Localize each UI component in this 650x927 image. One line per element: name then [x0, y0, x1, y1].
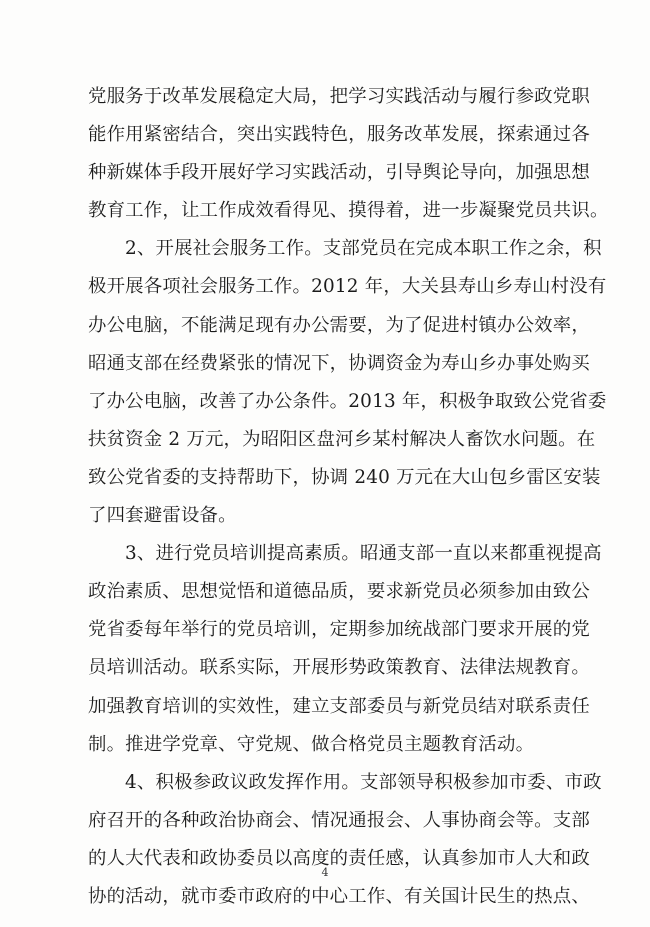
- paragraph-start-line: 3、进行党员培训提高素质。昭通支部一直以来都重视提高: [125, 543, 602, 565]
- paragraph-start-line: 2、开展社会服务工作。支部党员在完成本职工作之余，积: [125, 238, 602, 260]
- text-line: 能作用紧密结合，突出实践特色，服务改革发展，探索通过各: [88, 124, 590, 146]
- text-line: 致公党省委的支持帮助下，协调 240 万元在大山包乡雷区安装: [88, 466, 601, 488]
- text-line: 极开展各项社会服务工作。2012 年，大关县寿山乡寿山村没有: [88, 276, 607, 298]
- text-line: 党服务于改革发展稳定大局，把学习实践活动与履行参政党职: [88, 86, 590, 107]
- text-line: 员培训活动。联系实际，开展形势政策教育、法律法规教育。: [88, 657, 590, 679]
- text-line: 教育工作，让工作成效看得见、摸得着，进一步凝聚党员共识。: [88, 200, 609, 222]
- text-line: 了办公电脑，改善了办公条件。2013 年，积极争取致公党省委: [88, 390, 607, 412]
- text-line: 党省委每年举行的党员培训，定期参加统战部门要求开展的党: [88, 619, 590, 641]
- text-line: 扶贫资金 2 万元，为昭阳区盘河乡某村解决人畜饮水问题。在: [88, 428, 596, 450]
- text-line: 了四套避雷设备。: [88, 505, 237, 527]
- body-text: [88, 78, 609, 916]
- text-line: 加强教育培训的实效性，建立支部委员与新党员结对联系责任: [88, 695, 590, 717]
- text-line: 种新媒体手段开展好学习实践活动，引导舆论导向，加强思想: [88, 162, 590, 184]
- text-line: 办公电脑，不能满足现有办公需要，为了促进村镇办公效率，: [88, 314, 590, 336]
- text-line: 府召开的各种政治协商会、情况通报会、人事协商会等。支部: [88, 809, 590, 831]
- paragraph-start-line: 4、积极参政议政发挥作用。支部领导积极参加市委、市政: [125, 771, 602, 793]
- text-line: 昭通支部在经费紧张的情况下，协调资金为寿山乡办事处购买: [88, 352, 590, 374]
- text-line: 协的活动，就市委市政府的中心工作、有关国计民生的热点、: [88, 885, 590, 907]
- text-line: 政治素质、思想觉悟和道德品质，要求新党员必须参加由致公: [88, 581, 590, 603]
- text-line: 的人大代表和政协委员以高度的责任感，认真参加市人大和政: [88, 847, 590, 869]
- text-line: 制。推进学党章、守党规、做合格党员主题教育活动。: [88, 733, 535, 755]
- page-number: 4: [321, 866, 329, 879]
